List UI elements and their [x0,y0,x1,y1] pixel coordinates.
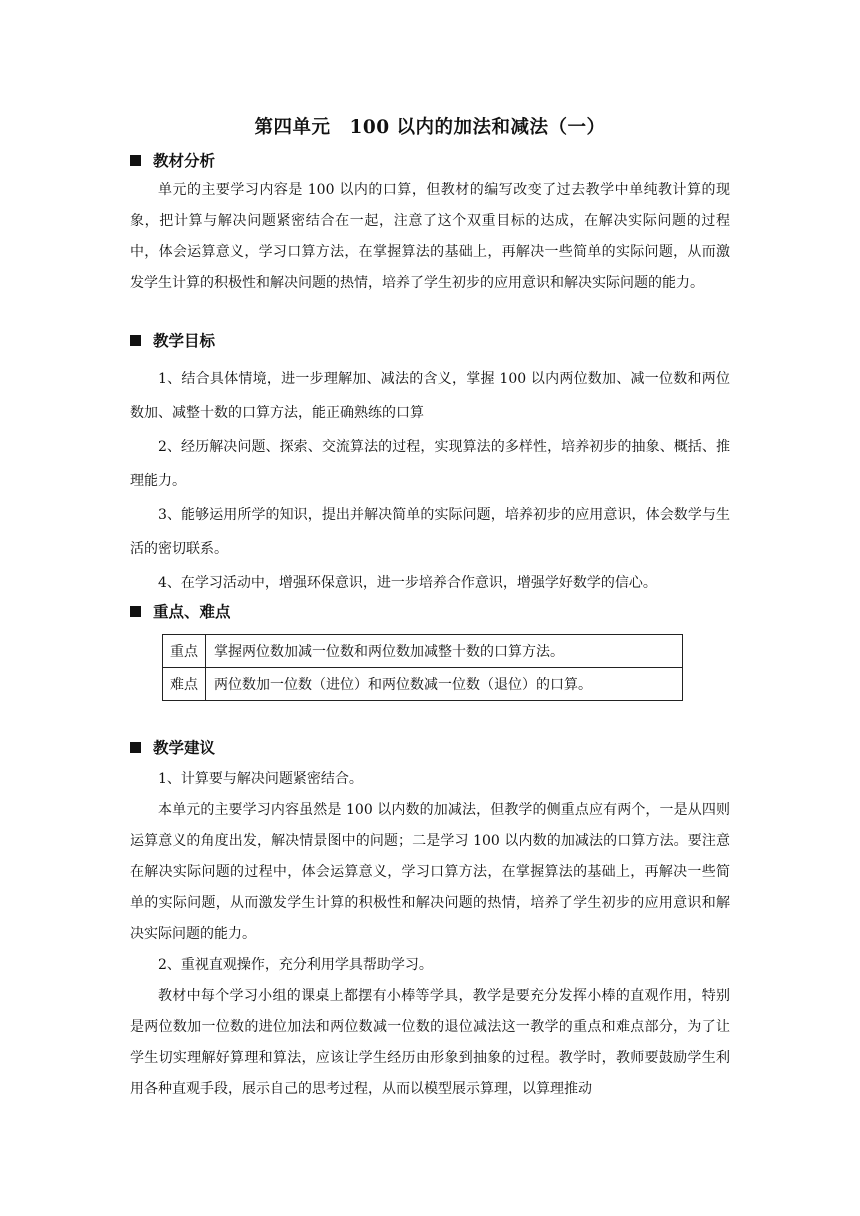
table-row [163,668,683,701]
section-heading-text: 教材分析 [153,151,216,170]
row-text: 两位数加一位数（进位）和两位数减一位数（退位）的口算。 [206,668,683,701]
row-text: 掌握两位数加减一位数和两位数加减整十数的口算方法。 [206,635,683,668]
goal-item: 3、能够运用所学的知识，提出并解决简单的实际问题，培养初步的应用意识，体会数学与生活的密切联系。 [130,507,730,557]
square-bullet-icon [130,742,141,753]
square-bullet-icon [130,335,141,346]
goal-item: 4、在学习活动中，增强环保意识，进一步培养合作意识，增强学好数学的信心。 [158,575,657,591]
suggestion-paragraph: 教材中每个学习小组的课桌上都摆有小棒等学具，教学是要充分发挥小棒的直观作用，特别是两位数加一位数的进位加法和两位数减一位数的退位减法这一教学的重点和难点部分，为了让学生切实理解好算理和算法，应该让学生经历由形象到抽象的过程。教学时，教师要鼓励学生利用各种直观手段，展示自己的思考过程，从而以模型展示算理，以算理推动 [130,988,730,1097]
section-analysis [130,147,730,299]
section-heading-text: 教学目标 [153,331,216,350]
goal-item: 2、经历解决问题、探索、交流算法的过程，实现算法的多样性，培养初步的抽象、概括、推理能力。 [130,439,730,489]
suggestion-subheading: 2、重视直观操作，充分利用学具帮助学习。 [158,957,433,973]
square-bullet-icon [130,155,141,166]
section-goals [130,327,730,600]
table-row [163,635,683,668]
document-title: 第四单元 100 以内的加法和减法（一） [254,117,606,138]
goal-item: 1、结合具体情境，进一步理解加、减法的含义，掌握 100 以内两位数加、减一位数和两位数加、减整十数的口算方法，能正确熟练的口算 [130,371,730,421]
section-heading-analysis [130,147,730,175]
suggestion-paragraph: 本单元的主要学习内容虽然是 100 以内数的加减法，但教学的侧重点应有两个，一是从四则运算意义的角度出发，解决情景图中的问题；二是学习 100 以内数的加减法的口算方法。要注意在解决实际问题的过程中，体会运算意义，学习口算方法，在掌握算法的基础上，再解决一些简单的实际问题，从而激发学生计算的积极性和解决问题的热情，培养了学生初步的应用意识和解决实际问题的能力。 [130,802,730,942]
square-bullet-icon [130,606,141,617]
section-heading-text: 重点、难点 [153,602,231,621]
section-heading-key-points [130,598,730,626]
section-heading-goals [130,327,730,355]
section-heading-text: 教学建议 [153,738,216,757]
row-label: 难点 [163,668,206,701]
section-key-points [130,598,730,701]
section-heading-suggestions [130,734,730,762]
section-suggestions [130,734,730,1105]
key-points-table [162,634,683,701]
row-label: 重点 [163,635,206,668]
analysis-paragraph: 单元的主要学习内容是 100 以内的口算，但教材的编写改变了过去教学中单纯教计算的现象，把计算与解决问题紧密结合在一起，注意了这个双重目标的达成，在解决实际问题的过程中，体会运算意义，学习口算方法，在掌握算法的基础上，再解决一些简单的实际问题，从而激发学生计算的积极性和解决问题的热情，培养了学生初步的应用意识和解决实际问题的能力。 [130,182,730,291]
suggestion-subheading: 1、计算要与解决问题紧密结合。 [158,771,363,787]
